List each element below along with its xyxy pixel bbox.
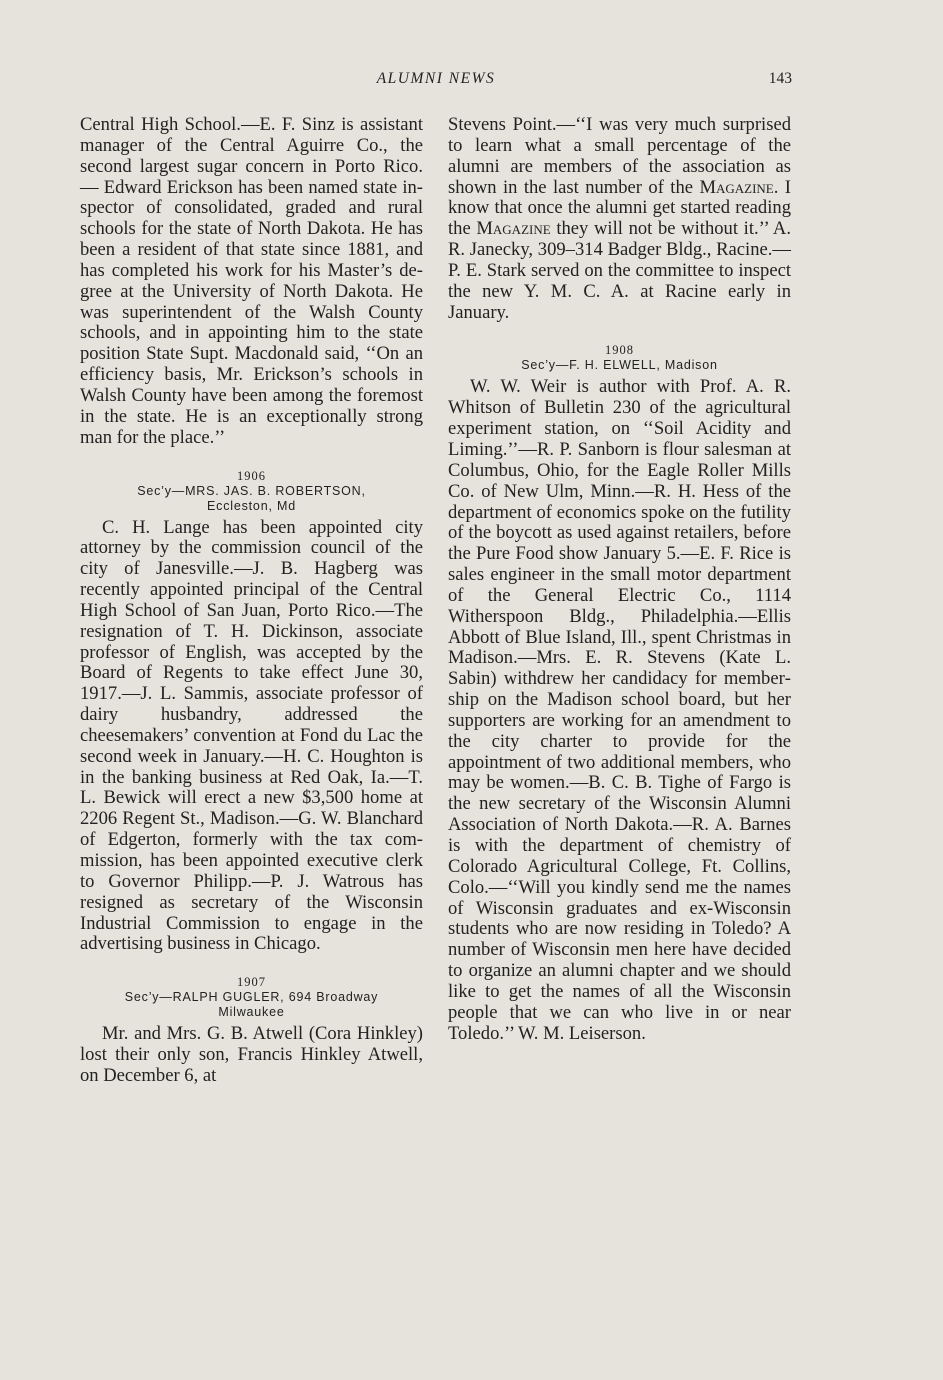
- running-head: ALUMNI NEWS: [376, 70, 496, 87]
- paragraph-continued: [448, 115, 791, 323]
- class-notes-1906: C. H. Lange has been appointed city attorney by the commission council of the city of Janesville.—J. B. Hagberg was recently appointed principal of the Central High School of San Juan, Porto Rico.—The resignation of T. H. Dickinson, associate professor of English, was accepted by the Board of Regents to take effect June 30, 1917.—J. L. Sammis, associate professor of dairy husbandry, addressed the cheesemakers’ convention at Fond du Lac the second week in January.—H. C. Houghton is in the banking business at Red Oak, Ia.—T. L. Bewick will erect a new $3,500 home at 2206 Regent St., Madison.—G. W. Blanchard of Edgerton, formerly with the tax commission, has been appointed executive clerk to Governor Philipp.—P. J. Watrous has resigned as secretary of the Wisconsin Industrial Commission to engage in the advertising business in Chicago.: [80, 516, 423, 955]
- class-heading-1908: [448, 343, 791, 373]
- class-secretary: Sec’y—MRS. JAS. B. ROBERTSON,: [137, 483, 366, 498]
- class-heading-1906: [80, 469, 423, 514]
- class-secretary-location: Milwaukee: [218, 1005, 285, 1020]
- magazine-name: Magazine: [476, 218, 551, 240]
- text-run: . I know that once the alumni get started reading the: [448, 176, 791, 240]
- class-notes-1907: Mr. and Mrs. G. B. Atwell (Cora Hinkley) lost their only son, Francis Hinkley Atwell, on December 6, at: [80, 1023, 423, 1086]
- class-secretary: Sec’y—RALPH GUGLER, 694 Broadway: [124, 990, 379, 1005]
- class-secretary-location: Eccleston, Md: [207, 498, 296, 513]
- class-year: 1907: [237, 975, 266, 990]
- page-number: 143: [768, 70, 792, 87]
- page-header: [80, 68, 792, 92]
- right-column: [448, 115, 791, 1044]
- magazine-name: Magazine: [699, 176, 774, 198]
- text-run: they will not be without it.’’ A. R. Janecky, 309–314 Badger Bldg., Racine.—P. E. Stark served on the committee to inspect the new Y. M. C. A. at Racine early in January.: [448, 218, 791, 323]
- class-heading-1907: [80, 975, 423, 1020]
- left-column: [80, 115, 423, 1087]
- class-year: 1908: [605, 343, 634, 358]
- class-notes-1908: W. W. Weir is author with Prof. A. R. Whitson of Bulletin 230 of the agricultural experiment station, on ‘‘Soil Acidity and Liming.’’—R. P. Sanborn is flour salesman at Columbus, Ohio, for the Eagle Roller Mills Co. of New Ulm, Minn.—R. H. Hess of the department of economics spoke on the futility of the boycott as used against retailers, before the Pure Food show January 5.—E. F. Rice is sales engineer in the small motor department of the General Electric Co., 1114 Witherspoon Bldg., Philadelphia.—Ellis Abbott of Blue Island, Ill., spent Christmas in Madison.—Mrs. E. R. Stevens (Kate L. Sabin) withdrew her candidacy for membership on the Madison school board, but her supporters are working for an amendment to the city charter to provide for the appointment of two additional members, who may be women.—B. C. B. Tighe of Fargo is the new secretary of the Wisconsin Alumni Association of North Dakota.—R. A. Barnes is with the department of chemistry of Colorado Agricultural College, Ft. Collins, Colo.—‘‘Will you kindly send me the names of Wisconsin graduates and ex-Wisconsin students who are now residing in Toledo? A number of Wisconsin men here have decided to organize an alumni chapter and we should like to get the names of all the Wisconsin people that we can who live in or near Toledo.’’ W. M. Leiserson.: [448, 376, 791, 1044]
- paragraph-continued: Central High School.—E. F. Sinz is assistant manager of the Central Aguirre Co., the second largest sugar concern in Porto Rico. — Edward Erickson has been named state inspector of consolidated, graded and rural schools for the state of North Dakota. He has been a resident of that state since 1881, and has completed his work for his Master’s degree at the University of North Dakota. He was superintendent of the Walsh County schools, and in appointing him to the state position State Supt. Macdonald said, ‘‘On an efficiency basis, Mr. Erickson’s schools in Walsh County have been among the foremost in the state. He is an exceptionally strong man for the place.’’: [80, 114, 423, 448]
- text-run: Stevens Point.—‘‘I was very much surprised to learn what a small percentage of the alumni are members of the association as shown in the last number of the: [448, 114, 791, 198]
- class-secretary: Sec’y—F. H. ELWELL, Madison: [521, 358, 718, 373]
- class-year: 1906: [237, 468, 266, 483]
